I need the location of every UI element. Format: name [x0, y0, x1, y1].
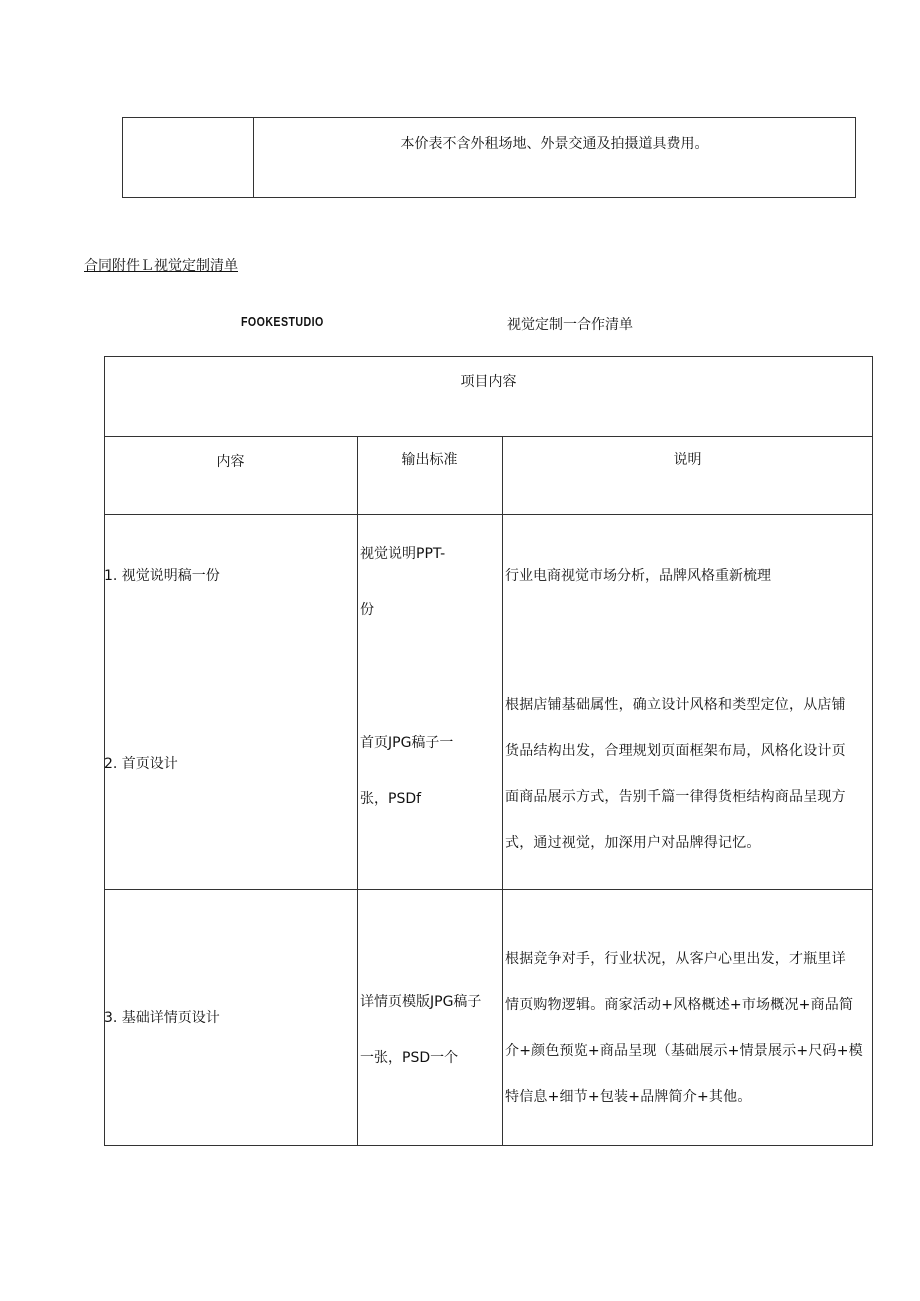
custom-list-table — [104, 356, 873, 1146]
column-header-description: 说明 — [673, 452, 702, 468]
row-3-description — [505, 936, 863, 1120]
table-title: 项目内容 — [460, 374, 517, 390]
row-2-description-line: 式，通过视觉，加深用户对品牌得记忆。 — [505, 835, 761, 851]
row-1-content: 1. 视觉说明稿一份 — [104, 568, 220, 584]
row-2-standard — [360, 715, 453, 827]
column-header-content: 内容 — [216, 454, 245, 470]
note-text: 本价表不含外租场地、外景交通及拍摄道具费用。 — [400, 136, 709, 152]
row-2-description-line: 货品结构出发，合理规划页面框架布局，风格化设计页 — [505, 743, 846, 759]
row-1-standard — [360, 526, 445, 638]
row-2-description — [505, 682, 846, 866]
row-3-content: 3. 基础详情页设计 — [104, 1010, 220, 1026]
row-2-description-line: 面商品展示方式，告别千篇一律得货柜结构商品呈现方 — [505, 789, 846, 805]
note-table — [122, 117, 856, 198]
row-3-standard — [360, 974, 481, 1086]
row-3-description-line: 情页购物逻辑。商家活动+风格概述+市场概况+商品简 — [505, 997, 854, 1013]
row-3-description-line: 特信息+细节+包装+品牌简介+其他。 — [505, 1089, 752, 1105]
row-3-standard-line: 详情页模版JPG稿子 — [360, 994, 482, 1010]
column-header-standard: 输出标准 — [401, 452, 458, 468]
appendix-title: 合同附件Ｌ视觉定制清单 — [84, 258, 238, 274]
row-2-description-line: 根据店铺基础属性，确立设计风格和类型定位，从店铺 — [505, 697, 846, 713]
row-2-standard-line: 张，PSDf — [360, 791, 422, 807]
brand-name: FOOKESTUDIO — [241, 314, 324, 329]
row-2-standard-line: 首页JPG稿子一 — [360, 735, 454, 751]
note-table-divider — [253, 118, 254, 197]
row-3-description-line: 根据竞争对手，行业状况，从客户心里出发，才瓶里详 — [505, 951, 846, 967]
row-3-description-line: 介+颜色预览+商品呈现（基础展示+情景展示+尺码+模 — [505, 1043, 863, 1059]
list-title: 视觉定制一合作清单 — [507, 317, 633, 333]
row-1-standard-line: 视觉说明PPT- — [360, 546, 446, 562]
row-1-standard-line: 份 — [360, 602, 374, 618]
row-2-content: 2. 首页设计 — [104, 756, 178, 772]
row-3-standard-line: 一张，PSD一个 — [360, 1050, 459, 1066]
row-1-description: 行业电商视觉市场分析，品牌风格重新梳理 — [505, 568, 771, 584]
